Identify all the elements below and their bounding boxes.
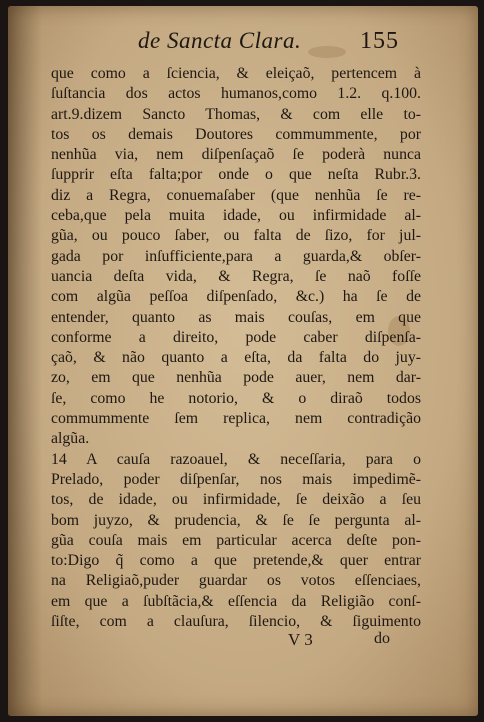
page-gutter-shadow: [8, 6, 42, 716]
signature-line: [278, 630, 408, 652]
text-line: tos, de idade, ou infirmidade, ſe deixão a ſeu: [51, 491, 421, 509]
text-line: ſupprir eſta falta;por onde o que neſta Rubr.3.: [51, 166, 421, 184]
text-line: Prelado, poder diſpenſar, nos mais impedimẽ-: [51, 470, 421, 488]
text-line: que como a ſciencia, & eleiçaõ, pertencem à: [51, 65, 421, 82]
text-line: ſe, como he notorio, & o diraõ todos: [51, 389, 421, 407]
running-head: [138, 28, 408, 60]
text-line: nenhũa via, nem diſpenſaçaõ ſe poderà nunca: [51, 146, 421, 164]
text-line: gũa, ou pouco ſaber, ou falta de ſizo, for jul-: [51, 227, 421, 245]
text-line: gũa couſa mais em particular acerca deſte pon-: [51, 531, 421, 549]
catchword: do: [374, 630, 390, 647]
text-line: ſuſtancia dos actos humanos,como 1.2. q.100.: [51, 85, 421, 103]
body-text: [51, 64, 421, 632]
text-line: ceba,que pela muita idade, ou infirmidade al-: [51, 207, 421, 225]
text-line: com algũa peſſoa diſpenſado, &c.) ha ſe de: [51, 288, 421, 306]
text-line: ſiſte, com a clauſura, ſilencio, & ſiguimento: [51, 613, 421, 631]
text-line: zo, em que nenhũa pode auer, nem dar-: [51, 369, 421, 387]
text-line: art.9.dizem Sancto Thomas, & com elle to-: [51, 105, 421, 123]
text-line: tos os demais Doutores commummente, por: [51, 125, 421, 143]
text-line: bom juyzo, & prudencia, & ſe ſe pergunta al-: [51, 511, 421, 529]
text-line: gada por inſufficiente,para a guarda,& obſer-: [51, 247, 421, 265]
text-line: entender, quanto as mais couſas, em que: [51, 308, 421, 326]
running-title: de Sancta Clara.: [138, 28, 302, 53]
text-line: çaõ, & não quanto a eſta, da falta do juy-: [51, 349, 421, 367]
text-line: uancia deſta vida, & Regra, ſe naõ foſſe: [51, 267, 421, 285]
text-line: em que a ſubſtãcia,& eſſencia da Religião conſ-: [51, 592, 421, 610]
text-line: na Religiaõ,puder guardar os votos eſſenciaes,: [51, 572, 421, 590]
page-number: 155: [360, 28, 399, 54]
text-line: algũa.: [51, 430, 90, 448]
text-line: commummente ſem replica, nem contradição: [51, 410, 421, 428]
text-line: diz a Regra, conuemaſaber (que nenhũa ſe re-: [51, 186, 421, 204]
text-line: 14 A cauſa razoauel, & neceſſaria, para o: [51, 450, 421, 468]
text-line: to:Digo q̃ como a que pretende,& quer entrar: [51, 552, 421, 570]
text-line: conforme a direito, pode caber diſpenſa-: [51, 328, 421, 346]
signature-mark: V 3: [288, 630, 313, 649]
book-page: [8, 6, 478, 716]
